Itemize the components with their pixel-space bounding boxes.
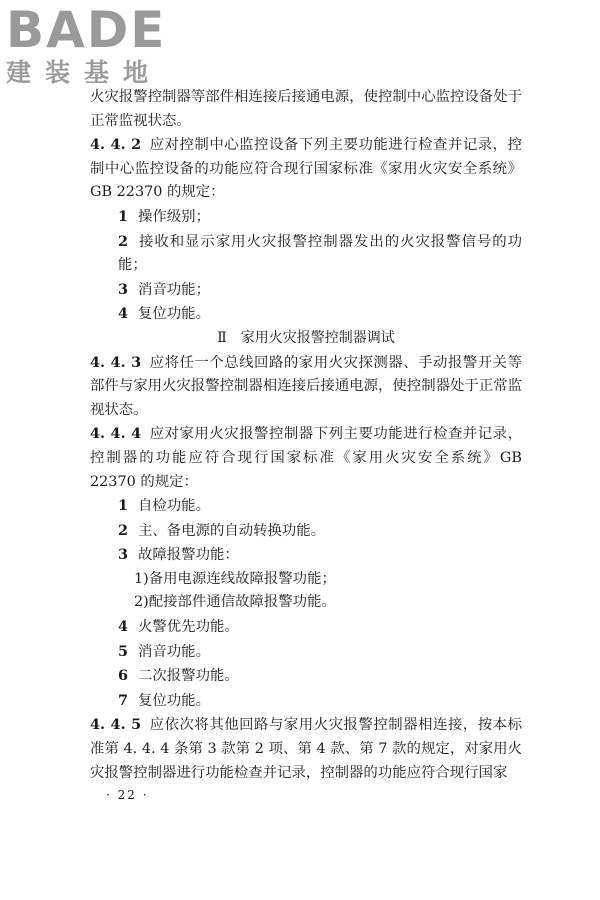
list-item xyxy=(90,689,522,714)
item-text: 消音功能。 xyxy=(138,643,210,660)
item-text: 接收和显示家用火灾报警控制器发出的火灾报警信号的功能； xyxy=(118,233,522,274)
list-item xyxy=(90,640,522,665)
list-item xyxy=(90,230,522,278)
item-number: 2 xyxy=(118,521,129,539)
logo-wordmark: BADE xyxy=(6,1,167,59)
list-item xyxy=(90,205,522,230)
item-text: 故障报警功能： xyxy=(138,547,239,564)
item-number: 1 xyxy=(118,497,129,515)
clause-4-4-4 xyxy=(90,422,522,494)
continued-paragraph: 火灾报警控制器等部件相连接后接通电源，使控制中心监控设备处于正常监视状态。 xyxy=(90,89,522,129)
logo-subtitle: 建装基地 xyxy=(6,58,163,87)
clause-text: 应对控制中心监控设备下列主要功能进行检查并记录，控制中心监控设备的功能应符合现行国家标准《家用火灾安全系统》GB 22370 的规定： xyxy=(90,137,522,201)
item-text: 操作级别； xyxy=(138,208,210,225)
list-item xyxy=(90,302,522,327)
list-item xyxy=(90,494,522,519)
list-item xyxy=(90,664,522,689)
section-number: Ⅱ xyxy=(217,329,227,346)
clause-4-4-5 xyxy=(90,713,522,785)
clause-number: 4. 4. 4 xyxy=(90,425,142,443)
clause-text: 应依次将其他回路与家用火灾报警控制器相连接，按本标准第 4. 4. 4 条第 3 款第 2 项、第 4 款、第 7 款的规定，对家用火灾报警控制器进行功能检查并记录，控制器的功能应符合现行国家 xyxy=(90,717,522,781)
clause-number: 4. 4. 3 xyxy=(90,353,142,371)
item-text: 复位功能。 xyxy=(138,692,210,709)
list-item xyxy=(90,615,522,640)
sub-item: 1)备用电源连线故障报警功能； xyxy=(134,570,336,587)
list-item xyxy=(90,278,522,303)
clause-number: 4. 4. 2 xyxy=(90,136,142,154)
item-text: 二次报警功能。 xyxy=(138,668,239,685)
list-item xyxy=(90,519,522,544)
clause-text: 应将任一个总线回路的家用火灾探测器、手动报警开关等部件与家用火灾报警控制器相连接后接通电源，使控制器处于正常监视状态。 xyxy=(90,354,522,418)
item-number: 3 xyxy=(118,546,129,564)
item-number: 4 xyxy=(118,305,129,323)
document-body xyxy=(90,86,522,785)
item-number: 2 xyxy=(118,232,129,250)
section-heading xyxy=(90,327,522,351)
brand-logo xyxy=(6,1,167,88)
item-number: 7 xyxy=(118,691,129,709)
page-number: · 22 · xyxy=(106,788,149,802)
clause-4-4-2 xyxy=(90,133,522,205)
item-text: 火警优先功能。 xyxy=(138,619,239,636)
item-text: 自检功能。 xyxy=(138,498,210,515)
section-title: 家用火灾报警控制器调试 xyxy=(240,329,395,346)
item-text: 消音功能； xyxy=(138,281,210,298)
item-text: 主、备电源的自动转换功能。 xyxy=(138,522,326,539)
clause-text: 应对家用火灾报警控制器下列主要功能进行检查并记录，控制器的功能应符合现行国家标准《家用火灾安全系统》GB 22370 的规定： xyxy=(90,426,522,490)
item-number: 4 xyxy=(118,618,129,636)
item-number: 5 xyxy=(118,642,129,660)
clause-4-4-3 xyxy=(90,351,522,423)
item-number: 6 xyxy=(118,667,129,685)
item-number: 3 xyxy=(118,280,129,298)
clause-number: 4. 4. 5 xyxy=(90,716,142,734)
item-text: 复位功能。 xyxy=(138,306,210,323)
item-number: 1 xyxy=(118,207,129,225)
list-item xyxy=(90,543,522,568)
sub-item: 2)配接部件通信故障报警功能。 xyxy=(134,594,336,611)
